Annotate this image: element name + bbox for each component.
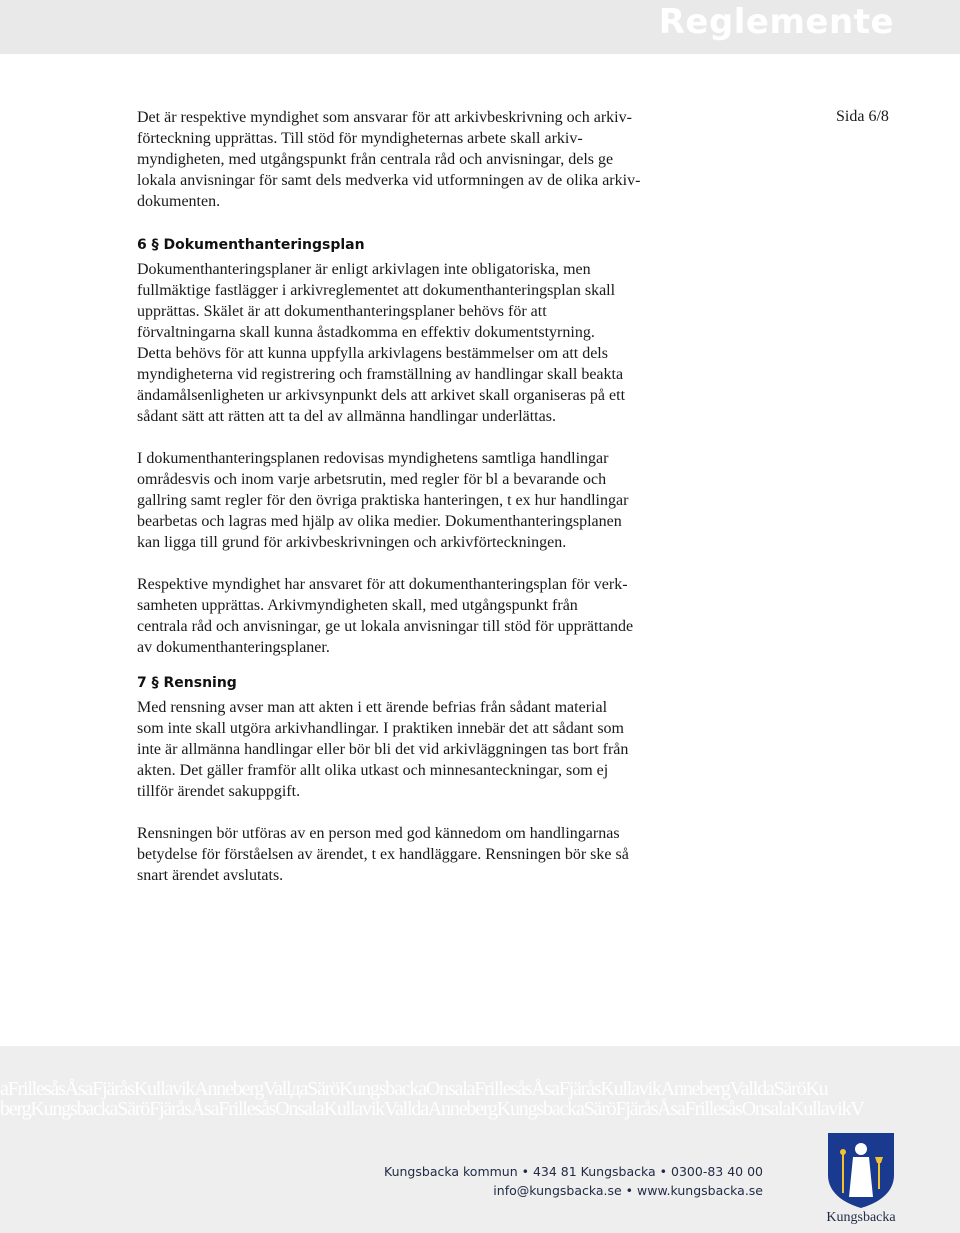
section-6-paragraph-2: I dokumenthanteringsplanen redovisas myndighetens samtliga handlingar områdesvis och inom varje arbetsrutin, med regler för bl a bevarande och gallring samt regler för den övriga praktiska hanteringen, t ex hur handlingar bearbetas och lagras med hjälp av olika medier. Dokumenthanteringsplanen kan ligga till grund för arkivbeskrivningen och arkivförteckningen. — [137, 450, 629, 551]
header-band — [0, 0, 960, 54]
section-7-paragraph-1: Med rensning avser man att akten i ett ärende befrias från sådant material som inte skall utgöra arkivhandlingar. I praktiken innebär det att sådant som inte är allmänna handlingar eller bör bli det vid arkivläggningen tas bort från akten. Det gäller framför allt olika utkast och minnesanteckningar, som ej tillför ärendet sakuppgift. — [137, 699, 629, 800]
page-number: Sida 6/8 — [836, 108, 889, 125]
section-7-paragraph-2: Rensningen bör utföras av en person med god kännedom om handlingarnas betydelse för förståelsen av ärendet, t ex handläggare. Rensningen bör ske så snart ärendet avslutats. — [137, 825, 629, 884]
footer-band — [0, 1046, 960, 1233]
footer-web-contact: info@kungsbacka.se • www.kungsbacka.se — [493, 1183, 763, 1198]
footer-address: Kungsbacka kommun • 434 81 Kungsbacka • 0300-83 40 00 — [384, 1164, 763, 1179]
section-6-heading: 6 § Dokumenthanteringsplan — [137, 237, 365, 253]
section-6-paragraph-3: Respektive myndighet har ansvaret för att dokumenthanteringsplan för verk- samheten upprättas. Arkivmyndigheten skall, med utgångspunkt från centrala råd och anvisningar, ge ut lokala anvisningar till stöd för upprättande av dokumenthanteringsplaner. — [137, 576, 634, 656]
section-6-paragraph-1: Dokumenthanteringsplaner är enligt arkivlagen inte obligatoriska, men fullmäktige fastlägger i arkivreglementet att dokumenthanteringsplan skall upprättas. Skälet är att dokumenthanteringsplaner behövs för att förvaltningarna skall kunna åstadkomma en effektiv dokumentstyrning. Detta behövs för att kunna uppfylla arkivlagens bestämmelser om att dels myndigheterna vid registrering och framställning av handlingar skall beakta ändamålsenligheten ur arkivsynpunkt dels att arkivet skall organiseras på ett sådant sätt att rätten att ta del av allmänna handlingar underlättas. — [137, 261, 626, 425]
section-7-heading: 7 § Rensning — [137, 675, 237, 691]
document-body — [137, 107, 699, 886]
footer-town-names-row-2: bergKungsbackaSäröFjäråsÅsaFrillesåsOnsalaKullavikValldaAnnebergKungsbackaSäröFjäråsÅsaFrillesåsOnsalaKullavikV — [0, 1098, 864, 1120]
footer-town-names-row-1: aFrillesåsÅsaFjäråsKullavikAnnebergVallдаSäröKungsbackaOnsalaFrillesåsÅsaFjäråsKullavikAnnebergValldaSäröKu — [0, 1078, 828, 1100]
intro-paragraph: Det är respektive myndighet som ansvarar för att arkivbeskrivning och arkiv- förteckning upprättas. Till stöd för myndigheternas arbete skall arkiv- myndigheten, med utgångspunkt från centrala råd och anvisningar, dels ge lokala anvisningar för samt dels medverka vid utformningen av de olika arkiv- dokumenten. — [137, 109, 641, 210]
coat-of-arms-icon — [826, 1131, 896, 1209]
page-title: Reglemente — [658, 2, 894, 42]
logo-label: Kungsbacka — [826, 1210, 896, 1225]
